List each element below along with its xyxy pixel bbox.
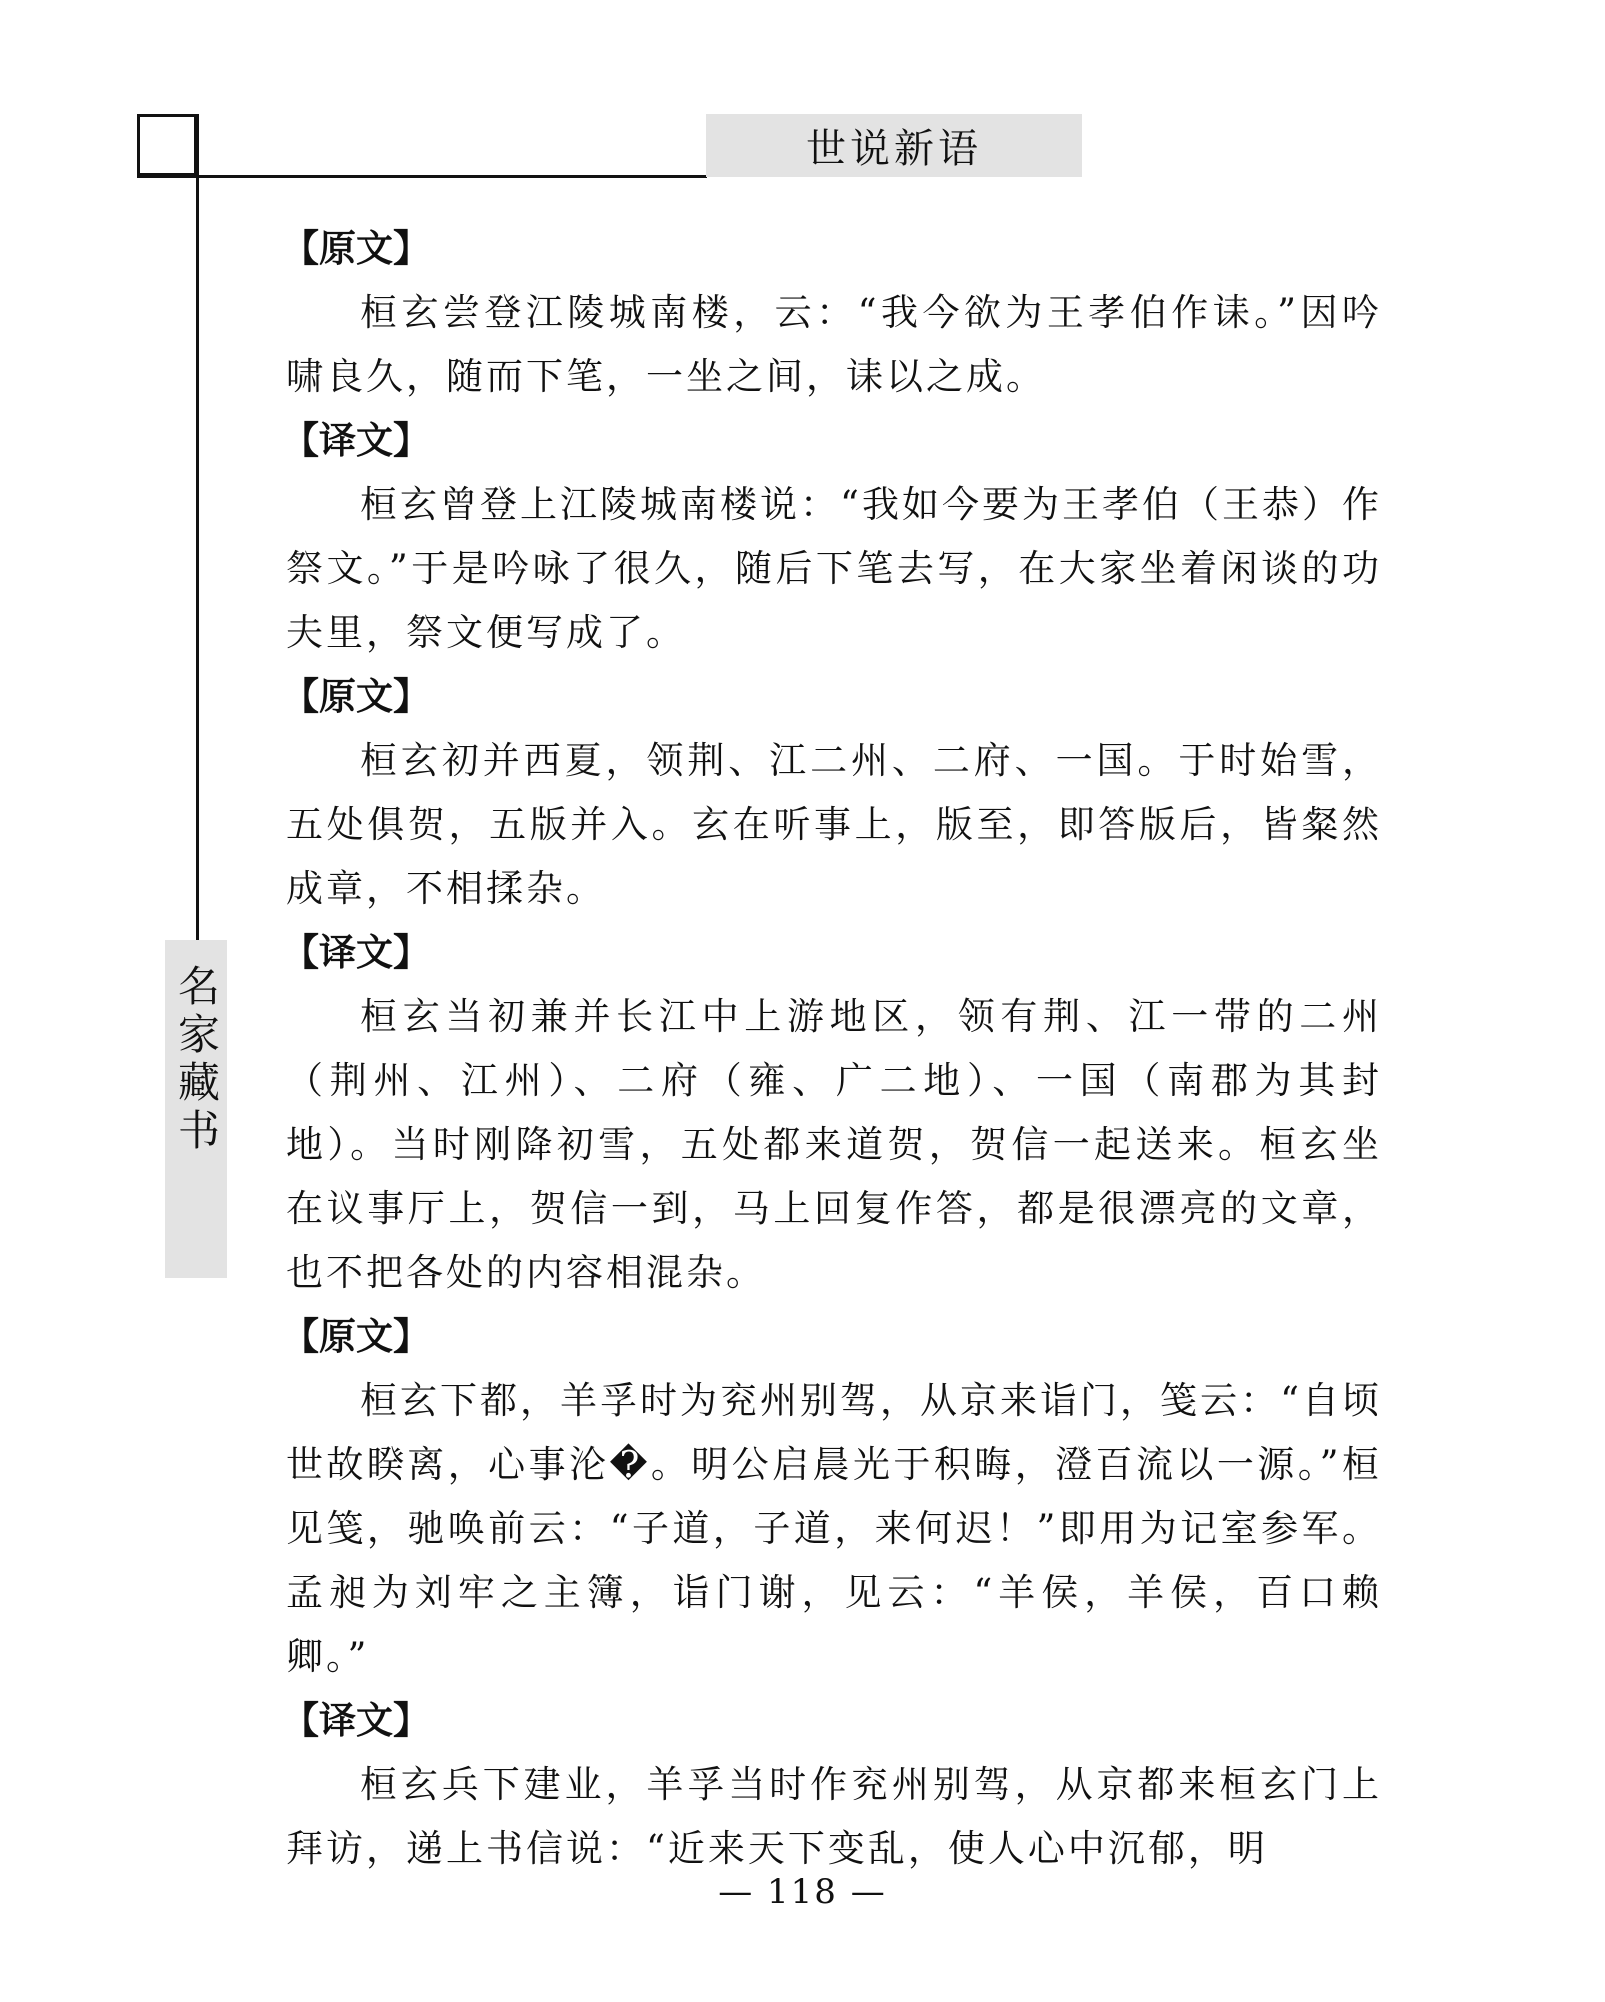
section-heading: 【原文】 (282, 227, 430, 270)
section-heading: 【译文】 (282, 419, 430, 462)
side-tab (165, 940, 227, 1278)
section-heading: 【原文】 (282, 675, 430, 718)
side-rule (196, 114, 199, 944)
section (282, 1305, 1382, 1689)
running-header (706, 114, 1082, 177)
book-title: 世说新语 (806, 126, 982, 172)
section (282, 665, 1382, 921)
header-corner-box (137, 114, 197, 176)
section-heading: 【译文】 (282, 931, 430, 974)
section (282, 409, 1382, 665)
section-heading: 【译文】 (282, 1699, 430, 1742)
page-body (282, 217, 1382, 1881)
header-rule (137, 175, 707, 178)
section (282, 1689, 1382, 1881)
section (282, 921, 1382, 1305)
page-number: — 118 — (718, 1872, 887, 1912)
section-heading: 【原文】 (282, 1315, 430, 1358)
section-text: 桓玄下都，羊孚时为兖州别驾，从京来诣门，笺云：“自顷世故睽离，心事沦�。明公启晨光于积晦，澄百流以一源。”桓见笺，驰唤前云：“子道，子道，来何迟！”即用为记室参军。孟昶为刘牢之主簿，诣门谢，见云：“羊侯，羊侯，百口赖卿。” (286, 1379, 1382, 1678)
section-text: 桓玄当初兼并长江中上游地区，领有荆、江一带的二州（荆州、江州）、二府（雍、广二地）、一国（南郡为其封地）。当时刚降初雪，五处都来道贺，贺信一起送来。桓玄坐在议事厅上，贺信一到，马上回复作答，都是很漂亮的文章，也不把各处的内容相混杂。 (286, 995, 1382, 1294)
section-text: 桓玄兵下建业，羊孚当时作兖州别驾，从京都来桓玄门上拜访，递上书信说：“近来天下变乱，使人心中沉郁，明 (286, 1763, 1382, 1870)
section (282, 217, 1382, 409)
section-text: 桓玄尝登江陵城南楼，云：“我今欲为王孝伯作诔。”因吟啸良久，随而下笔，一坐之间，诔以之成。 (286, 291, 1382, 398)
side-tab-label: 名家藏书 (172, 964, 221, 1156)
section-text: 桓玄曾登上江陵城南楼说：“我如今要为王孝伯（王恭）作祭文。”于是吟咏了很久，随后下笔去写，在大家坐着闲谈的功夫里，祭文便写成了。 (286, 483, 1382, 654)
section-text: 桓玄初并西夏，领荆、江二州、二府、一国。于时始雪，五处俱贺，五版并入。玄在听事上，版至，即答版后，皆粲然成章，不相揉杂。 (286, 739, 1382, 910)
